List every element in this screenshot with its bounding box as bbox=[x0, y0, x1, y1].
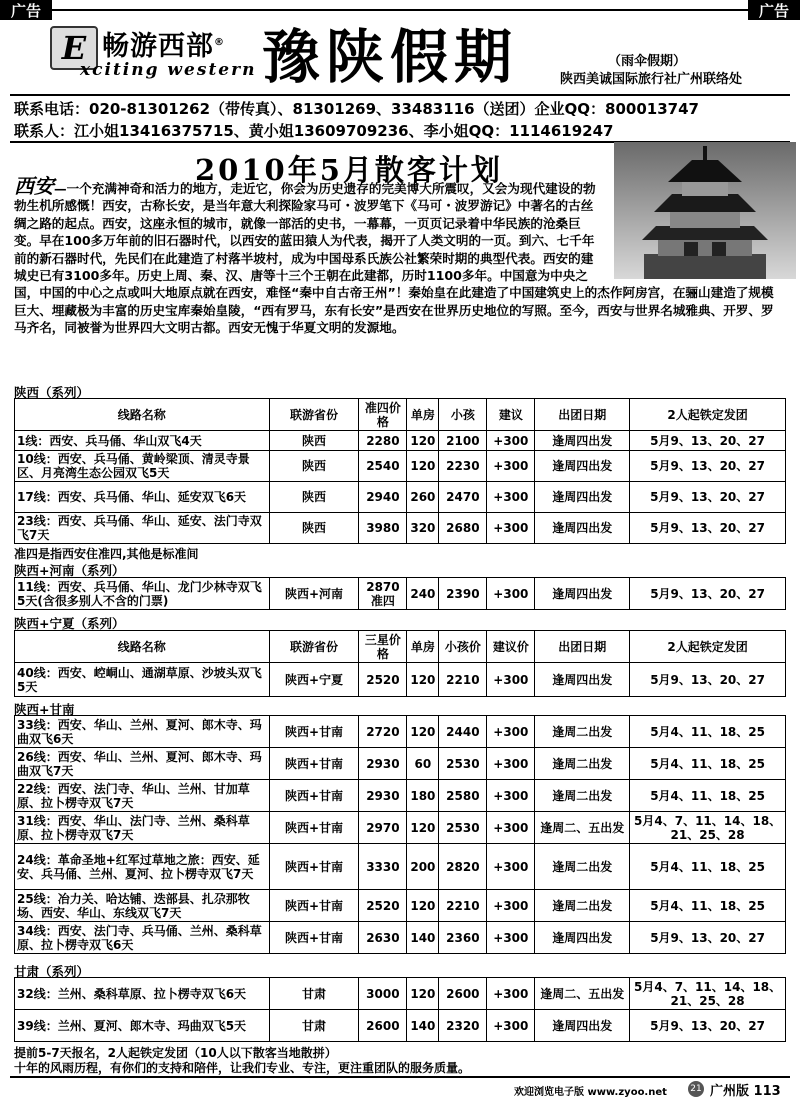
col-route: 线路名称 bbox=[15, 631, 270, 663]
section-title-gannan: 陕西+甘南 bbox=[14, 702, 75, 717]
route-departure: 逢周四出发 bbox=[535, 451, 630, 482]
route-dates: 5月9、13、20、27 bbox=[630, 1010, 786, 1042]
route-dates: 5月4、11、18、25 bbox=[630, 780, 786, 812]
intro-lead: 西安 bbox=[14, 174, 54, 198]
route-departure: 逢周二、五出发 bbox=[535, 812, 630, 844]
route-price: 2540 bbox=[359, 451, 407, 482]
route-province: 甘肃 bbox=[269, 978, 359, 1010]
route-single: 240 bbox=[407, 578, 439, 610]
route-province: 陕西+甘南 bbox=[269, 844, 359, 890]
route-province: 陕西+甘南 bbox=[269, 890, 359, 922]
col-dates: 2人起铁定发团 bbox=[630, 399, 786, 431]
route-dates: 5月9、13、20、27 bbox=[630, 922, 786, 954]
section-title-shaanxi: 陕西（系列） bbox=[14, 385, 90, 400]
route-dates: 5月9、13、20、27 bbox=[630, 513, 786, 544]
route-name: 31线：西安、华山、法门寺、兰州、桑科草原、拉卜楞寺双飞7天 bbox=[15, 812, 270, 844]
subtitle-agency: 陕西美诚国际旅行社广州联络处 bbox=[560, 72, 743, 87]
route-dates: 5月9、13、20、27 bbox=[630, 451, 786, 482]
col-province: 联游省份 bbox=[269, 631, 359, 663]
route-name: 26线：西安、华山、兰州、夏河、郎木寺、玛曲双飞7天 bbox=[15, 748, 270, 780]
route-child: 2210 bbox=[439, 890, 487, 922]
route-province: 陕西+甘南 bbox=[269, 716, 359, 748]
route-name: 1线：西安、兵马俑、华山双飞4天 bbox=[15, 431, 270, 451]
route-name: 10线：西安、兵马俑、黄岭梁顶、清灵寺景区、月亮湾生态公园双飞5天 bbox=[15, 451, 270, 482]
route-suggest: +300 bbox=[487, 844, 535, 890]
route-single: 120 bbox=[407, 812, 439, 844]
table-row bbox=[15, 431, 786, 451]
intro-paragraph bbox=[14, 174, 784, 337]
route-name: 24线：革命圣地+红军过草地之旅：西安、延安、兵马俑、兰州、夏河、拉卜楞寺双飞7天 bbox=[15, 844, 270, 890]
route-price: 3980 bbox=[359, 513, 407, 544]
top-rule bbox=[52, 9, 748, 11]
route-suggest: +300 bbox=[487, 431, 535, 451]
route-suggest: +300 bbox=[487, 716, 535, 748]
route-province: 陕西+宁夏 bbox=[269, 663, 359, 697]
route-price: 2630 bbox=[359, 922, 407, 954]
contact-phones: 联系电话：020-81301262（带传真）、81301269、33483116（送团）企业QQ：800013747 bbox=[14, 100, 699, 118]
col-price: 三星价格 bbox=[359, 631, 407, 663]
route-dates: 5月9、13、20、27 bbox=[630, 578, 786, 610]
table-row bbox=[15, 780, 786, 812]
route-child: 2600 bbox=[439, 978, 487, 1010]
route-suggest: +300 bbox=[487, 663, 535, 697]
route-province: 陕西 bbox=[269, 482, 359, 513]
route-suggest: +300 bbox=[487, 513, 535, 544]
subtitle-brand: （雨伞假期） bbox=[608, 54, 687, 69]
page-title: 豫陕假期 bbox=[262, 23, 519, 91]
route-price: 2930 bbox=[359, 780, 407, 812]
route-province: 陕西 bbox=[269, 451, 359, 482]
route-price: 2970 bbox=[359, 812, 407, 844]
route-dates: 5月4、11、18、25 bbox=[630, 844, 786, 890]
route-price: 2280 bbox=[359, 431, 407, 451]
table-row bbox=[15, 578, 786, 610]
route-dates: 5月4、7、11、14、18、21、25、28 bbox=[630, 812, 786, 844]
table-header bbox=[15, 399, 786, 431]
route-name: 11线：西安、兵马俑、华山、龙门少林寺双飞5天(含很多别人不含的门票) bbox=[15, 578, 270, 610]
route-price: 2930 bbox=[359, 748, 407, 780]
route-dates: 5月9、13、20、27 bbox=[630, 482, 786, 513]
brand-name-cn: 畅游西部® bbox=[102, 31, 225, 62]
route-single: 120 bbox=[407, 663, 439, 697]
routes-table-gansu bbox=[14, 977, 786, 1042]
route-name: 34线：西安、法门寺、兵马俑、兰州、桑科草原、拉卜楞寺双飞6天 bbox=[15, 922, 270, 954]
route-child: 2230 bbox=[439, 451, 487, 482]
route-departure: 逢周四出发 bbox=[535, 482, 630, 513]
footnote-slogan: 十年的风雨历程，有你们的支持和陪伴，让我们专业、专注，更注重团队的服务质量。 bbox=[14, 1061, 471, 1075]
route-price: 2520 bbox=[359, 663, 407, 697]
route-single: 140 bbox=[407, 922, 439, 954]
route-departure: 逢周二出发 bbox=[535, 716, 630, 748]
route-child: 2820 bbox=[439, 844, 487, 890]
col-suggest: 建议 bbox=[487, 399, 535, 431]
route-suggest: +300 bbox=[487, 1010, 535, 1042]
route-price: 2940 bbox=[359, 482, 407, 513]
route-single: 200 bbox=[407, 844, 439, 890]
contact-people: 联系人：江小姐13416375715、黄小姐13609709236、李小姐QQ：1114619247 bbox=[14, 122, 614, 140]
route-departure: 逢周二、五出发 bbox=[535, 978, 630, 1010]
route-child: 2100 bbox=[439, 431, 487, 451]
table-row bbox=[15, 922, 786, 954]
route-dates: 5月9、13、20、27 bbox=[630, 663, 786, 697]
table-header bbox=[15, 631, 786, 663]
route-departure: 逢周四出发 bbox=[535, 431, 630, 451]
route-suggest: +300 bbox=[487, 922, 535, 954]
route-single: 120 bbox=[407, 890, 439, 922]
table-row bbox=[15, 451, 786, 482]
route-province: 陕西+甘南 bbox=[269, 922, 359, 954]
route-suggest: +300 bbox=[487, 482, 535, 513]
route-single: 180 bbox=[407, 780, 439, 812]
route-departure: 逢周二出发 bbox=[535, 748, 630, 780]
route-departure: 逢周二出发 bbox=[535, 780, 630, 812]
route-child: 2580 bbox=[439, 780, 487, 812]
route-single: 260 bbox=[407, 482, 439, 513]
route-name: 39线：兰州、夏河、郎木寺、玛曲双飞5天 bbox=[15, 1010, 270, 1042]
route-province: 陕西+甘南 bbox=[269, 812, 359, 844]
table-row bbox=[15, 482, 786, 513]
col-suggest: 建议价 bbox=[487, 631, 535, 663]
section-title-gansu: 甘肃（系列） bbox=[14, 964, 90, 979]
route-name: 25线：冶力关、哈达铺、迭部县、扎尕那牧场、西安、华山、东线双飞7天 bbox=[15, 890, 270, 922]
logo-letter: E bbox=[50, 26, 98, 70]
route-child: 2530 bbox=[439, 812, 487, 844]
route-price: 3330 bbox=[359, 844, 407, 890]
route-province: 陕西 bbox=[269, 431, 359, 451]
col-child: 小孩 bbox=[439, 399, 487, 431]
route-child: 2390 bbox=[439, 578, 487, 610]
route-suggest: +300 bbox=[487, 780, 535, 812]
route-name: 40线：西安、崆峒山、通湖草原、沙坡头双飞5天 bbox=[15, 663, 270, 697]
ad-label-right: 广告 bbox=[748, 0, 800, 20]
route-child: 2680 bbox=[439, 513, 487, 544]
section-title-henan: 陕西+河南（系列） bbox=[14, 563, 125, 578]
route-suggest: +300 bbox=[487, 451, 535, 482]
col-price: 准四价格 bbox=[359, 399, 407, 431]
table-row bbox=[15, 890, 786, 922]
intro-text: —一个充满神奇和活力的地方，走近它，你会为历史遗存的完美博大所震叹，又会为现代建设的勃勃生机所感慨！西安，古称长安，是当年意大利探险家马可・波罗笔下《马可・波罗游记》中著名的古丝绸之路的起点。西安，这座永恒的城市，就像一部活的史书，一幕幕，一页页记录着中华民族的沧桑巨变。早在100多万年前的旧石器时代，以西安的蓝田猿人为代表，揭开了人类文明的一页。到六、七千年前的新石器时代，先民们在此建造了村落半坡村，成为中国母系氏族公社繁荣时期的典型代表。西安的建城史已有3100多年。历史上周、秦、汉、唐等十三个王朝在此建都，历时1100多年。中国意为中央之国，中国的中心之点或叫大地原点就在西安，难怪“秦中自古帝王州”！秦始皇在此建造了中国建筑史上的杰作阿房宫，在骊山建造了规模巨大、埋藏极为丰富的历史宝库秦始皇陵，“西有罗马，东有长安”是西安在世界历史地位的写照。至今，西安与世界名城雅典、开罗、罗马齐名，同被誉为世界四大文明古都。西安无愧于华夏文明的发源地。 bbox=[14, 181, 774, 336]
table-row bbox=[15, 1010, 786, 1042]
col-child: 小孩价 bbox=[439, 631, 487, 663]
table-row bbox=[15, 513, 786, 544]
route-province: 陕西+河南 bbox=[269, 578, 359, 610]
route-suggest: +300 bbox=[487, 578, 535, 610]
route-child: 2210 bbox=[439, 663, 487, 697]
note-shaanxi: 准四是指西安住准四,其他是标准间 bbox=[14, 547, 199, 561]
brand-name-en: xciting western bbox=[80, 60, 257, 80]
routes-table-gannan bbox=[14, 715, 786, 954]
route-single: 120 bbox=[407, 451, 439, 482]
table-row bbox=[15, 716, 786, 748]
route-price: 3000 bbox=[359, 978, 407, 1010]
route-dates: 5月4、11、18、25 bbox=[630, 890, 786, 922]
table-row bbox=[15, 812, 786, 844]
routes-table-shaanxi bbox=[14, 398, 786, 544]
route-dates: 5月9、13、20、27 bbox=[630, 431, 786, 451]
table-row bbox=[15, 844, 786, 890]
col-single: 单房 bbox=[407, 399, 439, 431]
route-price: 2520 bbox=[359, 890, 407, 922]
col-single: 单房 bbox=[407, 631, 439, 663]
route-child: 2360 bbox=[439, 922, 487, 954]
table-row bbox=[15, 978, 786, 1010]
col-departure: 出团日期 bbox=[535, 631, 630, 663]
route-price: 2720 bbox=[359, 716, 407, 748]
route-dates: 5月4、11、18、25 bbox=[630, 748, 786, 780]
route-single: 120 bbox=[407, 716, 439, 748]
route-departure: 逢周四出发 bbox=[535, 578, 630, 610]
route-price: 2600 bbox=[359, 1010, 407, 1042]
route-suggest: +300 bbox=[487, 978, 535, 1010]
route-single: 140 bbox=[407, 1010, 439, 1042]
route-province: 陕西 bbox=[269, 513, 359, 544]
route-departure: 逢周四出发 bbox=[535, 513, 630, 544]
photo-wrap-space bbox=[604, 178, 784, 278]
route-province: 陕西+甘南 bbox=[269, 780, 359, 812]
route-departure: 逢周二出发 bbox=[535, 844, 630, 890]
route-child: 2440 bbox=[439, 716, 487, 748]
route-single: 120 bbox=[407, 431, 439, 451]
route-departure: 逢周四出发 bbox=[535, 922, 630, 954]
routes-table-ningxia bbox=[14, 630, 786, 697]
route-province: 陕西+甘南 bbox=[269, 748, 359, 780]
route-departure: 逢周二出发 bbox=[535, 890, 630, 922]
route-price: 2870准四 bbox=[359, 578, 407, 610]
routes-table-henan bbox=[14, 577, 786, 610]
route-name: 33线：西安、华山、兰州、夏河、郎木寺、玛曲双飞6天 bbox=[15, 716, 270, 748]
col-province: 联游省份 bbox=[269, 399, 359, 431]
route-child: 2320 bbox=[439, 1010, 487, 1042]
footer-badge-icon: 21 bbox=[688, 1081, 704, 1097]
footer-rule bbox=[10, 1076, 790, 1078]
col-departure: 出团日期 bbox=[535, 399, 630, 431]
route-child: 2470 bbox=[439, 482, 487, 513]
route-departure: 逢周四出发 bbox=[535, 1010, 630, 1042]
footer-page-number: 广州版 113 bbox=[710, 1084, 781, 1099]
footer-website: 欢迎浏览电子版 www.zyoo.net bbox=[514, 1087, 667, 1098]
col-route: 线路名称 bbox=[15, 399, 270, 431]
brand-logo bbox=[50, 24, 257, 80]
section-title-ningxia: 陕西+宁夏（系列） bbox=[14, 616, 125, 631]
route-dates: 5月4、7、11、14、18、21、25、28 bbox=[630, 978, 786, 1010]
route-child: 2530 bbox=[439, 748, 487, 780]
table-row bbox=[15, 748, 786, 780]
footnote-booking: 提前5-7天报名，2人起铁定发团（10人以下散客当地散拼） bbox=[14, 1046, 337, 1060]
route-single: 320 bbox=[407, 513, 439, 544]
table-row bbox=[15, 663, 786, 697]
route-name: 22线：西安、法门寺、华山、兰州、甘加草原、拉卜楞寺双飞7天 bbox=[15, 780, 270, 812]
plan-title: 2010年5月散客计划 bbox=[195, 153, 503, 187]
header-rule bbox=[10, 94, 790, 96]
route-province: 甘肃 bbox=[269, 1010, 359, 1042]
route-departure: 逢周四出发 bbox=[535, 663, 630, 697]
route-name: 32线：兰州、桑科草原、拉卜楞寺双飞6天 bbox=[15, 978, 270, 1010]
route-dates: 5月4、11、18、25 bbox=[630, 716, 786, 748]
route-suggest: +300 bbox=[487, 748, 535, 780]
route-suggest: +300 bbox=[487, 890, 535, 922]
route-name: 23线：西安、兵马俑、华山、延安、法门寺双飞7天 bbox=[15, 513, 270, 544]
route-single: 120 bbox=[407, 978, 439, 1010]
route-suggest: +300 bbox=[487, 812, 535, 844]
ad-label-left: 广告 bbox=[0, 0, 52, 20]
col-dates: 2人起铁定发团 bbox=[630, 631, 786, 663]
route-single: 60 bbox=[407, 748, 439, 780]
route-name: 17线：西安、兵马俑、华山、延安双飞6天 bbox=[15, 482, 270, 513]
